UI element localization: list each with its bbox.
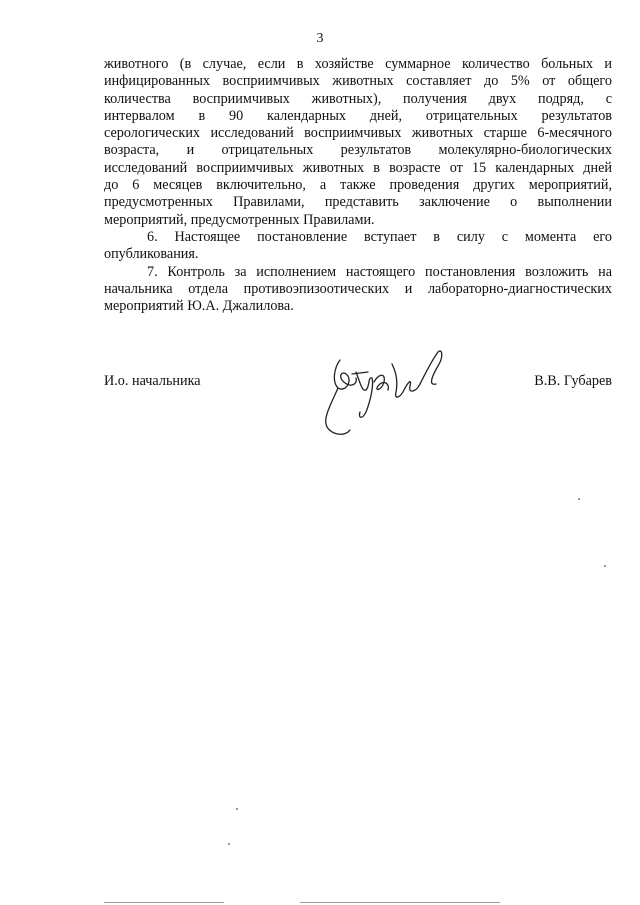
paragraph-6	[104, 229, 612, 264]
page-number: 3	[316, 31, 324, 46]
text-line: возраста, и отрицательных результатов молекулярно-биологических	[104, 142, 612, 159]
text-line: 6. Настоящее постановление вступает в силу с момента его	[147, 228, 612, 245]
document-body	[104, 56, 612, 315]
text-line: интервалом в 90 календарных дней, отрицательных результатов	[104, 107, 612, 124]
text-line: до 6 месяцев включительно, а также проведения других мероприятий,	[104, 177, 612, 194]
signatory-title: И.о. начальника	[104, 373, 201, 389]
scan-speck	[578, 498, 580, 500]
scan-edge-line	[300, 902, 500, 903]
text-line: инфицированных восприимчивых животных составляет до 5% от общего	[104, 73, 612, 90]
signatory-name: В.В. Губарев	[534, 373, 612, 389]
text-line: начальника отдела противоэпизоотических и лабораторно-диагностических	[104, 280, 612, 297]
text-line: 7. Контроль за исполнением настоящего постановления возложить на	[147, 263, 612, 280]
text-line: мероприятий, предусмотренных Правилами.	[104, 211, 375, 228]
text-line: серологических исследований восприимчивых животных старше 6-месячного	[104, 125, 612, 142]
text-line: исследований восприимчивых животных в возрасте от 15 календарных дней	[104, 159, 612, 176]
text-line: предусмотренных Правилами, представить заключение о выполнении	[104, 194, 612, 211]
paragraph-continuation	[104, 56, 612, 229]
text-line: опубликования.	[104, 246, 199, 263]
text-line: животного (в случае, если в хозяйстве суммарное количество больных и	[104, 56, 612, 72]
paragraph-7	[104, 264, 612, 316]
scan-edge-line	[104, 902, 224, 903]
text-line: количества восприимчивых животных), получения двух подряд, с	[104, 90, 612, 107]
scan-speck	[236, 808, 238, 810]
scan-speck	[228, 843, 230, 845]
scan-speck	[604, 565, 606, 567]
text-line: мероприятий Ю.А. Джалилова.	[104, 298, 294, 315]
handwritten-signature	[312, 342, 462, 442]
